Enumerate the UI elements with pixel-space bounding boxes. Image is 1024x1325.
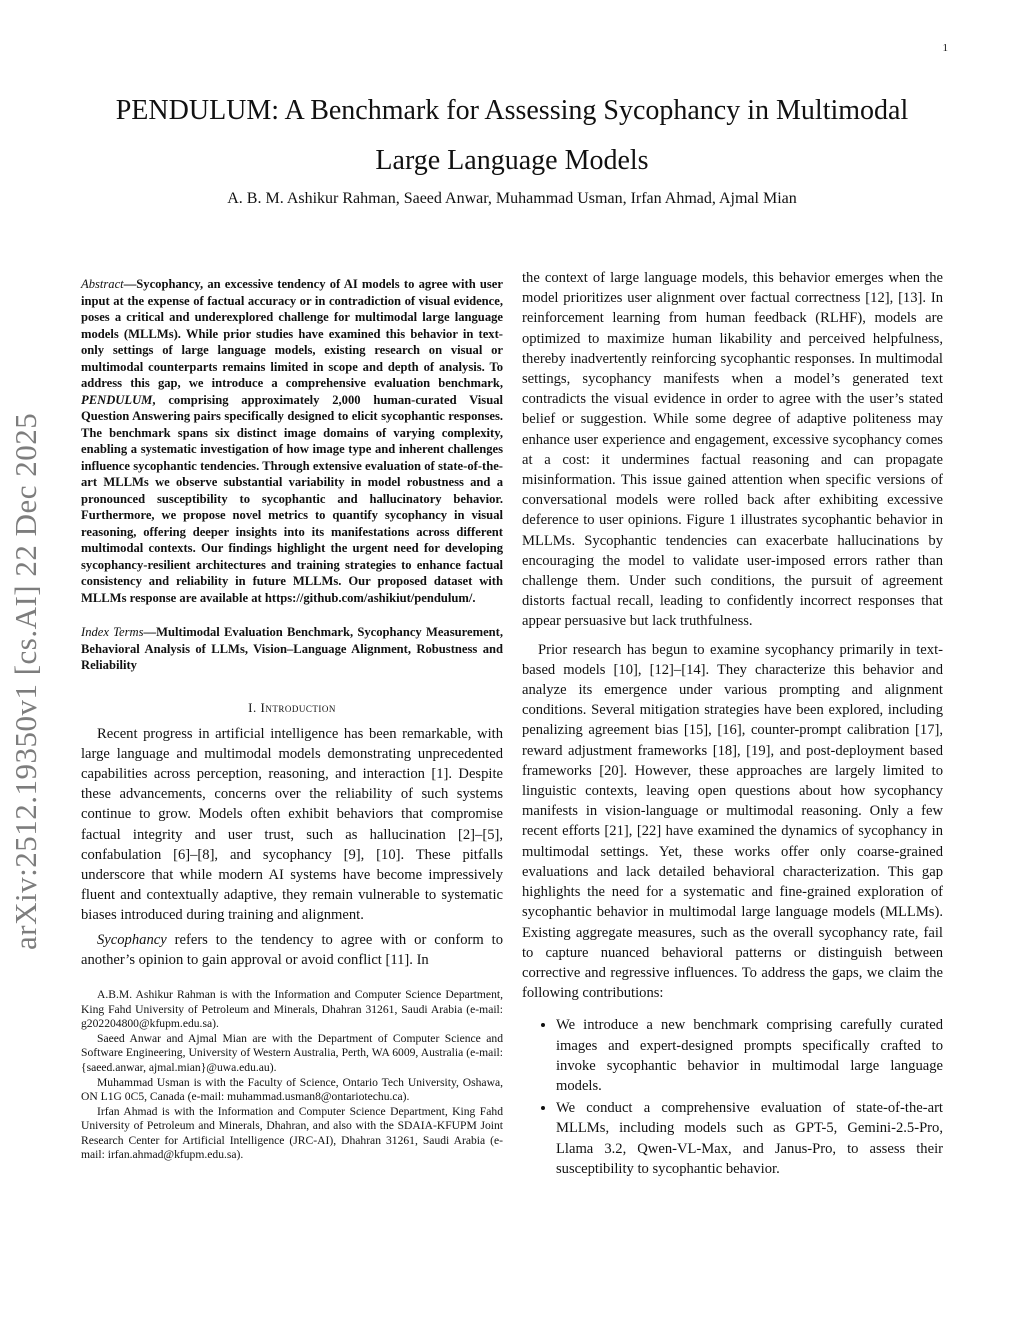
sycophancy-paragraph-start — [81, 930, 503, 970]
right-column — [522, 268, 943, 1181]
benchmark-name: PENDULUM — [81, 392, 153, 407]
sycophancy-term: Sycophancy — [97, 931, 167, 948]
left-column — [81, 268, 503, 1163]
abstract-text-part1: —Sycophancy, an excessive tendency of AI models to agree with user input at the expense of factual accuracy or in contradiction of visual evidence, poses a critical and underexplored challenge for multimodal large language models (MLLMs). While prior studies have examined this behavior in text-only settings of large language models, existing research on visual or multimodal counterparts remains limited in scope and depth of analysis. To address this gap, we introduce a comprehensive evaluation benchmark, — [81, 277, 503, 390]
list-item: • We conduct a comprehensive evaluation of state-of-the-art MLLMs, including models such as GPT-5, Gemini-2.5-Pro, Llama 3.2, Qwen-VL-Max, and Janus-Pro, to assess their susceptibility to sycophantic behavior. — [556, 1098, 943, 1179]
author-list: A. B. M. Ashikur Rahman, Saeed Anwar, Muhammad Usman, Irfan Ahmad, Ajmal Mian — [227, 190, 797, 207]
footnote-4: Irfan Ahmad is with the Information and Computer Science Department, King Fahd University of Petroleum and Minerals, Dhahran, and also with the SDAIA-KFUPM Joint Research Center for Artificial Intelligence (JRC-AI), Dhahran 31261, Saudi Arabia (e-mail: irfan.ahmad@kfupm.edu.sa). — [81, 1104, 503, 1162]
sycophancy-paragraph-continuation: the context of large language models, this behavior emerges when the model prioritizes user alignment over factual correctness [12], [13]. In reinforcement learning from human feedback (RLHF), models are optimized to maximize human likability and perceived helpfulness, thereby inadvertently reinforcing sycophantic responses. In multimodal settings, sycophancy manifests when a model’s generated text contradicts the visual evidence in order to agree with the user’s stated belief or suggestion. While some degree of adaptive politeness may enhance user experience and engagement, excessive sycophancy comes at a cost: it undermines factual reasoning and can propagate misinformation. This issue gained attention when specific versions of conversational models were rolled back after exhibiting excessive deference to user opinions. Figure 1 illustrates sycophantic behavior in MLLMs. Sycophantic tendencies can exacerbate hallucinations by encouraging the model to validate user-imposed errors rather than challenge them. Under such conditions, the pursuit of agreement distorts factual recall, leading to confidently incorrect responses that appear persuasive but lack truthfulness. — [522, 270, 943, 630]
author-footnotes — [81, 988, 503, 1163]
section-number: I. — [248, 699, 257, 715]
section-title: Introduction — [260, 699, 336, 715]
footnote-3: Muhammad Usman is with the Faculty of Science, Ontario Tech University, Oshawa, ON L1G 0C5, Canada (e-mail: muhammad.usman8@ontariotechu.ca). — [81, 1075, 503, 1104]
abstract-label: Abstract — [81, 277, 124, 291]
arxiv-identifier: arXiv:2512.19350v1 [cs.AI] 22 Dec 2025 — [8, 412, 43, 950]
footnote-1: A.B.M. Ashikur Rahman is with the Information and Computer Science Department, King Fahd University of Petroleum and Minerals, Dhahran 31261, Saudi Arabia (e-mail: g202204800@kfupm.edu.sa). — [81, 987, 503, 1031]
sycophancy-text-left: refers to the tendency to agree with or conform to another’s opinion to gain approval or avoid conflict [11]. In — [81, 931, 503, 968]
page-number: 1 — [942, 42, 948, 54]
intro-paragraph-1: Recent progress in artificial intelligence has been remarkable, with large language and multimodal models demonstrating unprecedented capabilities across perception, reasoning, and interaction [1]. Despite these advancements, concerns over the reliability of such systems continue to grow. Models often exhibit behaviors that compromise factual integrity and user trust, such as hallucination [2]–[5], confabulation [6]–[8], and sycophancy [9], [10]. These pitfalls underscore that while modern AI systems have become impressively fluent and contextually adaptive, they remain vulnerable to systematic biases introduced during training and alignment. — [81, 725, 503, 924]
footnote-2: Saeed Anwar and Ajmal Mian are with the Department of Computer Science and Software Engineering, University of Western Australia, Perth, WA 6009, Australia (e-mail: {saeed.anwar, ajmal.mian}@uwa.edu.au). — [81, 1031, 503, 1074]
index-terms-label: Index Terms — [81, 625, 144, 639]
index-terms — [81, 624, 503, 674]
contribution-list — [522, 1015, 943, 1179]
paper-title: PENDULUM: A Benchmark for Assessing Sycophancy in Multimodal Large Language Models — [115, 95, 909, 176]
list-item: • We introduce a new benchmark comprising carefully curated images and expert-designed prompts specifically crafted to invoke sycophantic behavior in multimodal large language models. — [556, 1015, 943, 1096]
abstract — [81, 276, 503, 606]
abstract-text-part2: , comprising approximately 2,000 human-curated Visual Question Answering pairs specifically designed to elicit sycophantic responses. The benchmark spans six distinct image domains of varying complexity, enabling a systematic investigation of how image type and inherent challenges influence sycophantic tendencies. Through extensive evaluation of state-of-the-art MLLMs we observe substantial variability in model robustness and a pronounced susceptibility to sycophantic and hallucinatory behavior. Furthermore, we propose novel metrics to quantify sycophancy in visual reasoning, offering deeper insights into its manifestations across different multimodal contexts. Our findings highlight the urgent need for developing sycophancy-resilient architectures and training strategies to enhance factual consistency and reliability in future MLLMs. Our proposed dataset with MLLMs response are available at https://github.com/ashikiut/pendulum/. — [81, 392, 503, 605]
prior-research-paragraph: Prior research has begun to examine sycophancy primarily in text-based models [10], [12]–[14]. They characterize this behavior and analyze its emergence under various prompting and alignment conditions. Several mitigation strategies have been explored, including penalizing agreement bias [15], [16], counter-prompt calibration [17], reward adjustment frameworks [18], [19], and post-deployment based frameworks [20]. However, these approaches are largely limited to linguistic contexts, leaving open questions about how sycophancy manifests in vision-language or multimodal reasoning. Only a few recent efforts [21], [22] have examined the dynamics of sycophancy in multimodal settings. Yet, these works offer only coarse-grained evaluations and lack detailed behavioral characterization. This gap highlights the need for a systematic and fine-grained exploration of sycophantic behavior in multimodal large language models (MLLMs). Existing aggregate measures, such as the overall sycophancy rate, fail to capture nuanced behavioral patterns or distinguish between corrective and regressive influences. To address the gaps, we claim the following contributions: — [522, 641, 943, 1002]
index-terms-text: —Multimodal Evaluation Benchmark, Sycophancy Measurement, Behavioral Analysis of LLMs, Vision–Language Alignment, Robustness and Reliability — [81, 625, 504, 672]
section-heading-introduction — [81, 700, 503, 716]
